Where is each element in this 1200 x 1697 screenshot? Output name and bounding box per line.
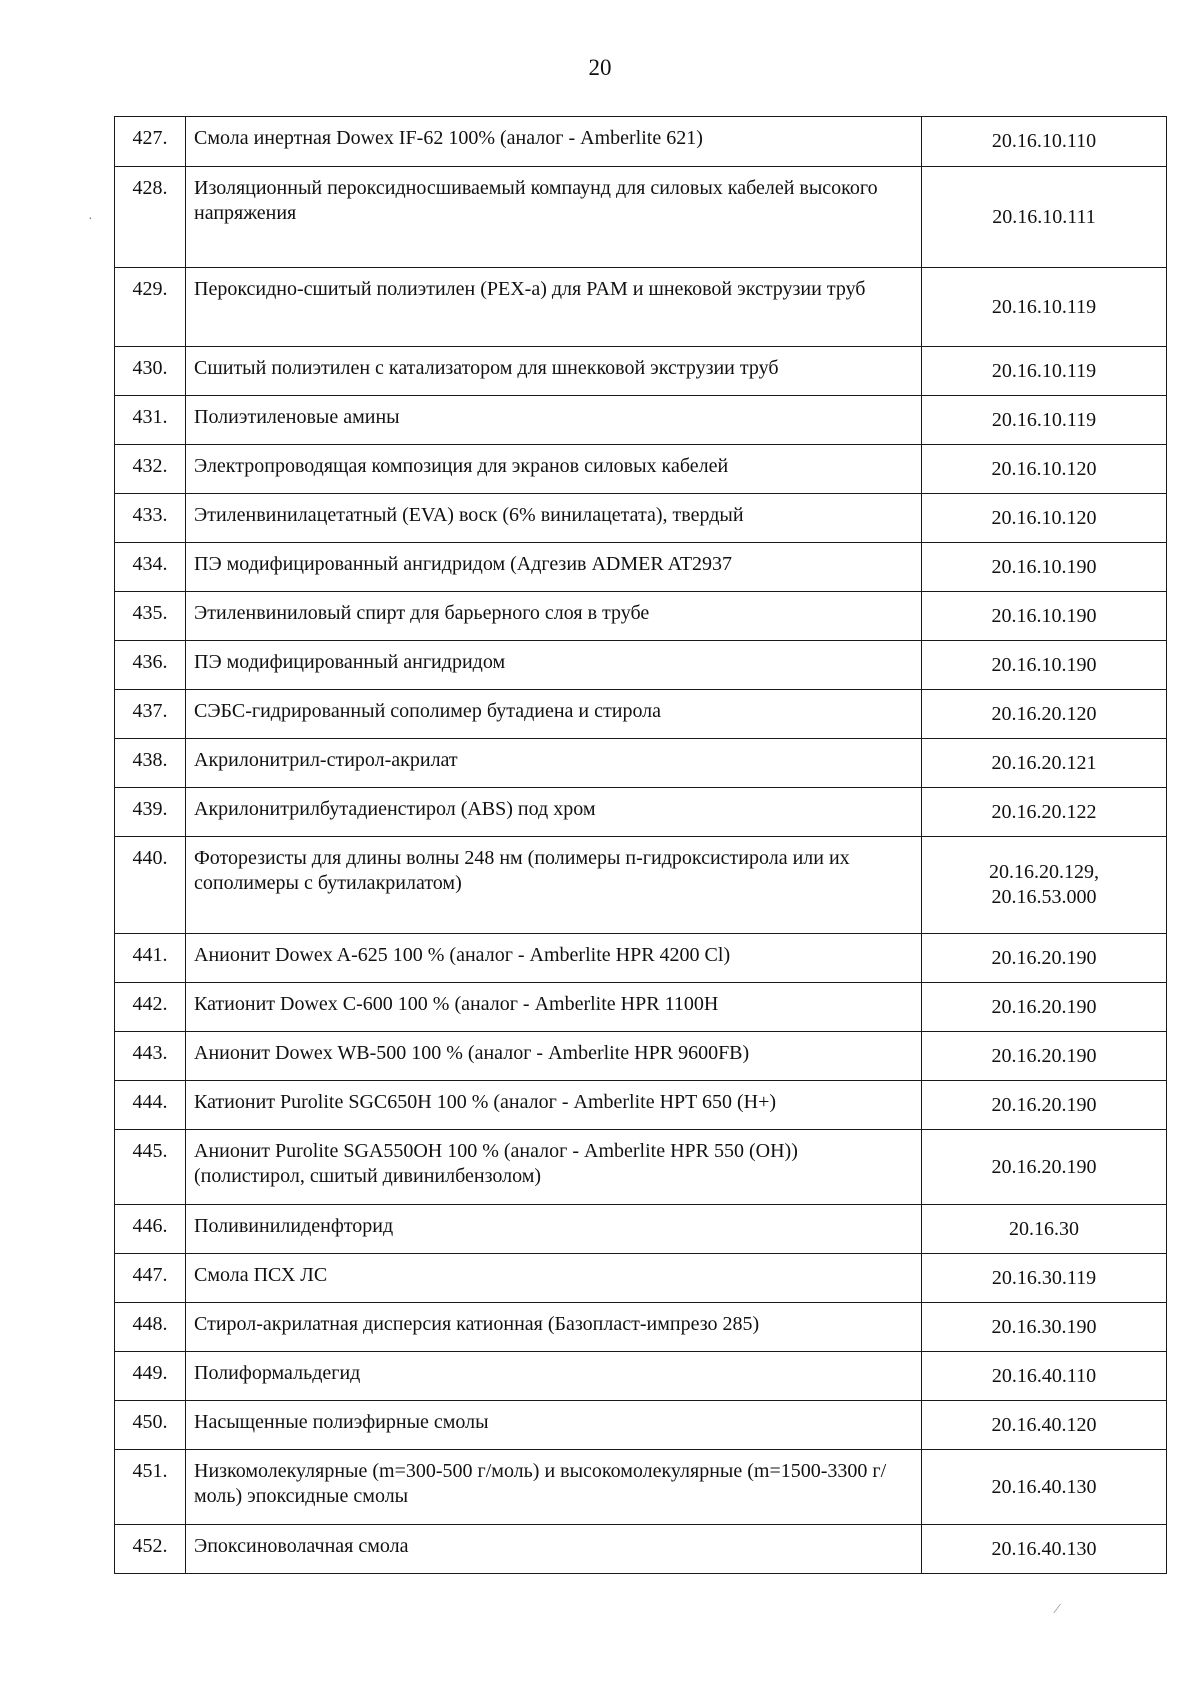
okpd-code-cell [922, 1450, 1167, 1525]
okpd-code: 20.16.40.110 [991, 1364, 1097, 1387]
product-name: Этиленвиниловый спирт для барьерного слоя в трубе [186, 592, 922, 641]
row-number: 440. [115, 837, 186, 934]
row-number: 436. [115, 641, 186, 690]
okpd-code: 20.16.10.190 [991, 555, 1097, 578]
product-name: Анионит Dowex WB-500 100 % (аналог - Amberlite HPR 9600FB) [186, 1032, 922, 1081]
product-name: Полиформальдегид [186, 1352, 922, 1401]
okpd-code: 20.16.40.130 [991, 1475, 1097, 1498]
okpd-code-cell [922, 347, 1167, 396]
row-number: 447. [115, 1254, 186, 1303]
product-name: Поливинилиденфторид [186, 1205, 922, 1254]
okpd-code: 20.16.10.119 [991, 295, 1097, 318]
product-name: ПЭ модифицированный ангидридом (Адгезив ADMER AT2937 [186, 543, 922, 592]
okpd-code: 20.16.20.190 [991, 995, 1097, 1018]
okpd-code: 20.16.20.190 [991, 1044, 1097, 1067]
row-number: 449. [115, 1352, 186, 1401]
row-number: 435. [115, 592, 186, 641]
table-row [115, 1450, 1167, 1525]
table-row [115, 690, 1167, 739]
okpd-code: 20.16.30 [1009, 1217, 1079, 1240]
okpd-code: 20.16.10.119 [991, 408, 1097, 431]
row-number: 441. [115, 934, 186, 983]
okpd-code: 20.16.40.120 [991, 1413, 1097, 1436]
okpd-code-cell [922, 268, 1167, 347]
table-row [115, 268, 1167, 347]
okpd-code-cell [922, 983, 1167, 1032]
row-number: 445. [115, 1130, 186, 1205]
okpd-code: 20.16.10.190 [991, 653, 1097, 676]
row-number: 438. [115, 739, 186, 788]
product-name: Акрилонитрилбутадиенстирол (ABS) под хром [186, 788, 922, 837]
row-number: 450. [115, 1401, 186, 1450]
okpd-code-cell [922, 837, 1167, 934]
okpd-code: 20.16.20.122 [991, 800, 1097, 823]
okpd-code: 20.16.20.190 [991, 946, 1097, 969]
row-number: 446. [115, 1205, 186, 1254]
product-name: Фоторезисты для длины волны 248 нм (полимеры п-гидроксистирола или их сополимеры с бутилакрилатом) [186, 837, 922, 934]
row-number: 431. [115, 396, 186, 445]
product-name: Катионит Purolite SGC650H 100 % (аналог - Amberlite HPT 650 (H+) [186, 1081, 922, 1130]
okpd-code-cell [922, 1081, 1167, 1130]
product-name: ПЭ модифицированный ангидридом [186, 641, 922, 690]
row-number: 428. [115, 167, 186, 268]
okpd-code: 20.16.10.119 [991, 359, 1097, 382]
table-row [115, 641, 1167, 690]
row-number: 437. [115, 690, 186, 739]
product-name: Стирол-акрилатная дисперсия катионная (Базопласт-импрезо 285) [186, 1303, 922, 1352]
okpd-code-cell [922, 690, 1167, 739]
product-name: Смола ПСХ ЛС [186, 1254, 922, 1303]
table-row [115, 837, 1167, 934]
table-row [115, 1303, 1167, 1352]
okpd-code: 20.16.10.111 [992, 205, 1096, 228]
okpd-code-cell [922, 1032, 1167, 1081]
okpd-code-cell [922, 543, 1167, 592]
product-name: Электропроводящая композиция для экранов силовых кабелей [186, 445, 922, 494]
product-name: Этиленвинилацетатный (EVA) воск (6% винилацетата), твердый [186, 494, 922, 543]
row-number: 451. [115, 1450, 186, 1525]
table-row [115, 347, 1167, 396]
table-row [115, 934, 1167, 983]
row-number: 443. [115, 1032, 186, 1081]
okpd-code: 20.16.10.120 [991, 506, 1097, 529]
row-number: 427. [115, 117, 186, 167]
product-name: Анионит Dowex A-625 100 % (аналог - Amberlite HPR 4200 Cl) [186, 934, 922, 983]
table-body [115, 117, 1167, 1574]
table-row [115, 1205, 1167, 1254]
table-row [115, 983, 1167, 1032]
page-number: 20 [588, 55, 612, 80]
okpd-code: 20.16.20.129, [989, 861, 1099, 883]
product-name: Анионит Purolite SGA550OH 100 % (аналог - Amberlite HPR 550 (OH)) (полистирол, сшитый дивинилбензолом) [186, 1130, 922, 1205]
product-name: СЭБС-гидрированный сополимер бутадиена и стирола [186, 690, 922, 739]
okpd-code-cell [922, 396, 1167, 445]
table-row [115, 1130, 1167, 1205]
product-name: Сшитый полиэтилен с катализатором для шнекковой экструзии труб [186, 347, 922, 396]
table-row [115, 1352, 1167, 1401]
table-row [115, 739, 1167, 788]
table-row [115, 1254, 1167, 1303]
okpd-code: 20.16.10.190 [991, 604, 1097, 627]
row-number: 430. [115, 347, 186, 396]
okpd-code-cell [922, 445, 1167, 494]
product-name: Низкомолекулярные (m=300-500 г/моль) и высокомолекулярные (m=1500-3300 г/моль) эпоксидные смолы [186, 1450, 922, 1525]
table-row [115, 445, 1167, 494]
okpd-code-cell [922, 494, 1167, 543]
okpd-code-cell [922, 1130, 1167, 1205]
okpd-code: 20.16.53.000 [991, 886, 1097, 908]
classification-table [114, 116, 1167, 1574]
row-number: 433. [115, 494, 186, 543]
okpd-code-cell [922, 1205, 1167, 1254]
row-number: 432. [115, 445, 186, 494]
okpd-code-cell [922, 739, 1167, 788]
product-name: Акрилонитрил-стирол-акрилат [186, 739, 922, 788]
okpd-code: 20.16.20.190 [991, 1093, 1097, 1116]
table-row [115, 1401, 1167, 1450]
okpd-code-cell [922, 117, 1167, 167]
product-name: Насыщенные полиэфирные смолы [186, 1401, 922, 1450]
row-number: 444. [115, 1081, 186, 1130]
okpd-code: 20.16.30.119 [991, 1266, 1097, 1289]
okpd-code: 20.16.20.121 [991, 751, 1097, 774]
table-row [115, 494, 1167, 543]
okpd-code: 20.16.10.120 [991, 457, 1097, 480]
row-number: 452. [115, 1525, 186, 1574]
okpd-code-cell [922, 1401, 1167, 1450]
product-name: Изоляционный пероксидносшиваемый компаунд для силовых кабелей высокого напряжения [186, 167, 922, 268]
table-row [115, 543, 1167, 592]
row-number: 429. [115, 268, 186, 347]
product-name: Пероксидно-сшитый полиэтилен (PEX-a) для PAM и шнековой экструзии труб [186, 268, 922, 347]
okpd-code: 20.16.10.110 [991, 130, 1097, 152]
table-row [115, 788, 1167, 837]
okpd-code: 20.16.40.130 [991, 1537, 1097, 1560]
okpd-code-cell [922, 592, 1167, 641]
scan-tick-mark: ⁄ [1056, 1602, 1059, 1617]
row-number: 434. [115, 543, 186, 592]
okpd-code-cell [922, 1303, 1167, 1352]
product-name: Смола инертная Dowex IF-62 100% (аналог - Amberlite 621) [186, 117, 922, 167]
product-name: Катионит Dowex C-600 100 % (аналог - Amberlite HPR 1100H [186, 983, 922, 1032]
table-row [115, 167, 1167, 268]
okpd-code: 20.16.30.190 [991, 1315, 1097, 1338]
table-row [115, 1081, 1167, 1130]
okpd-code-cell [922, 1254, 1167, 1303]
okpd-code-cell [922, 1352, 1167, 1401]
okpd-code-cell [922, 167, 1167, 268]
table-row [115, 592, 1167, 641]
okpd-code: 20.16.20.120 [991, 702, 1097, 725]
row-number: 448. [115, 1303, 186, 1352]
scan-dot-mark: · [88, 212, 93, 227]
row-number: 442. [115, 983, 186, 1032]
okpd-code-cell [922, 641, 1167, 690]
table-row [115, 396, 1167, 445]
table-row [115, 1032, 1167, 1081]
okpd-code-cell [922, 934, 1167, 983]
okpd-code-cell [922, 1525, 1167, 1574]
okpd-code: 20.16.20.190 [991, 1155, 1097, 1178]
table-row [115, 1525, 1167, 1574]
product-name: Полиэтиленовые амины [186, 396, 922, 445]
okpd-code-cell [922, 788, 1167, 837]
product-name: Эпоксиноволачная смола [186, 1525, 922, 1574]
table-row [115, 117, 1167, 167]
row-number: 439. [115, 788, 186, 837]
